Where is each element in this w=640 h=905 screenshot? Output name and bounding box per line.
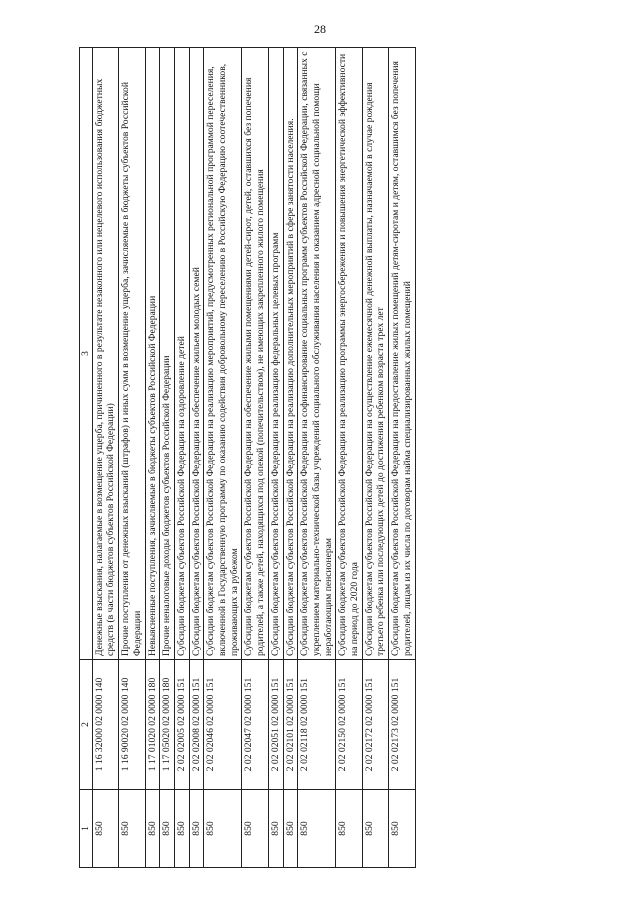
table-row <box>362 48 388 868</box>
revenue-name-cell: Субсидии бюджетам субъектов Российской Федерации на обеспечение жильем молодых семей <box>189 48 204 660</box>
header-col-2: 2 <box>80 660 93 790</box>
budget-code-cell: 2 02 02173 02 0000 151 <box>389 660 415 790</box>
table-row <box>189 48 204 868</box>
rotated-table-area <box>79 48 640 836</box>
revenue-name-cell: Прочие неналоговые доходы бюджетов субъектов Российской Федерации <box>160 48 175 660</box>
table-row <box>92 48 118 868</box>
budget-code-cell: 2 02 02172 02 0000 151 <box>362 660 388 790</box>
budget-code-cell: 2 02 02150 02 0000 151 <box>336 660 362 790</box>
admin-code-cell: 850 <box>268 790 283 868</box>
table-row <box>336 48 362 868</box>
header-col-3: 3 <box>80 48 93 660</box>
revenue-name-cell: Невыясненные поступления, зачисляемые в бюджеты субъектов Российской Федерации <box>145 48 160 660</box>
table-stage <box>79 48 599 868</box>
revenue-name-cell: Субсидии бюджетам субъектов Российской Федерации на обеспечение жилыми помещениями детей-сирот, детей, оставшихся без попечения родителей, а также детей, находящихся под опекой (попечительством), не имеющих закрепленного жилого помещения <box>242 48 268 660</box>
admin-code-cell: 850 <box>119 790 145 868</box>
budget-code-cell: 2 02 02005 02 0000 151 <box>174 660 189 790</box>
admin-code-cell: 850 <box>145 790 160 868</box>
admin-code-cell: 850 <box>242 790 268 868</box>
revenue-name-cell: Субсидии бюджетам субъектов Российской Федерации на софинансирование социальных программ субъектов Российской Федерации, связанных с укреплением материально-технической базы учреждений социального обслуживания населения и оказанием адресной социальной помощи неработающим пенсионерам <box>298 48 336 660</box>
table-row <box>389 48 415 868</box>
table-row <box>119 48 145 868</box>
budget-code-cell: 2 02 02101 02 0000 151 <box>283 660 298 790</box>
budget-code-cell: 1 16 32000 02 0000 140 <box>92 660 118 790</box>
table-row <box>145 48 160 868</box>
table-row <box>268 48 283 868</box>
revenue-name-cell: Субсидии бюджетам субъектов Российской Федерации на осуществление ежемесячной денежной выплаты, назначаемой в случае рождения третьего ребенка или последующих детей до достижения ребенком возраста трех лет <box>362 48 388 660</box>
revenue-name-cell: Прочие поступления от денежных взысканий (штрафов) и иных сумм в возмещение ущерба, зачисляемые в бюджеты субъектов Российской Федерации <box>119 48 145 660</box>
admin-code-cell: 850 <box>389 790 415 868</box>
revenue-codes-table <box>79 47 416 868</box>
table-row <box>298 48 336 868</box>
table-header-row <box>80 48 93 868</box>
revenue-name-cell: Субсидии бюджетам субъектов Российской Федерации на предоставление жилых помещений детям-сиротам и детям, оставшимся без попечения родителей, лицам из их числа по договорам найма специализированных жилых помещений <box>389 48 415 660</box>
admin-code-cell: 850 <box>336 790 362 868</box>
table-row <box>204 48 242 868</box>
revenue-name-cell: Субсидии бюджетам субъектов Российской Федерации на реализацию программы энергосбережения и повышения энергетической эффективности на период до 2020 года <box>336 48 362 660</box>
table-row <box>242 48 268 868</box>
budget-code-cell: 1 17 05020 02 0000 180 <box>160 660 175 790</box>
budget-code-cell: 2 02 02047 02 0000 151 <box>242 660 268 790</box>
revenue-name-cell: Субсидии бюджетам субъектов Российской Федерации на оздоровление детей <box>174 48 189 660</box>
admin-code-cell: 850 <box>298 790 336 868</box>
admin-code-cell: 850 <box>204 790 242 868</box>
admin-code-cell: 850 <box>174 790 189 868</box>
revenue-name-cell: Субсидии бюджетам субъектов Российской Федерации на реализацию дополнительных мероприятий в сфере занятости населения. <box>283 48 298 660</box>
budget-code-cell: 2 02 02118 02 0000 151 <box>298 660 336 790</box>
budget-code-cell: 1 16 90020 02 0000 140 <box>119 660 145 790</box>
admin-code-cell: 850 <box>160 790 175 868</box>
revenue-name-cell: Субсидии бюджетам субъектов Российской Федерации на реализацию мероприятий, предусмотренных региональной программой переселения, включенной в Государственную программу по оказанию содействия добровольному переселению в Российскую Федерацию соотечественников, проживающих за рубежом <box>204 48 242 660</box>
budget-code-cell: 2 02 02051 02 0000 151 <box>268 660 283 790</box>
admin-code-cell: 850 <box>92 790 118 868</box>
header-col-1: 1 <box>80 790 93 868</box>
page-number: 28 <box>314 22 326 36</box>
budget-code-cell: 1 17 01020 02 0000 180 <box>145 660 160 790</box>
table-row <box>174 48 189 868</box>
admin-code-cell: 850 <box>189 790 204 868</box>
admin-code-cell: 850 <box>283 790 298 868</box>
table-row <box>160 48 175 868</box>
budget-code-cell: 2 02 02008 02 0000 151 <box>189 660 204 790</box>
table-row <box>283 48 298 868</box>
admin-code-cell: 850 <box>362 790 388 868</box>
revenue-name-cell: Субсидии бюджетам субъектов Российской Федерации на реализацию федеральных целевых программ <box>268 48 283 660</box>
table-body <box>92 48 415 868</box>
revenue-name-cell: Денежные взыскания, налагаемые в возмещение ущерба, причиненного в результате незаконного или нецелевого использования бюджетных средств (в части бюджетов субъектов Российской Федерации) <box>92 48 118 660</box>
budget-code-cell: 2 02 02046 02 0000 151 <box>204 660 242 790</box>
